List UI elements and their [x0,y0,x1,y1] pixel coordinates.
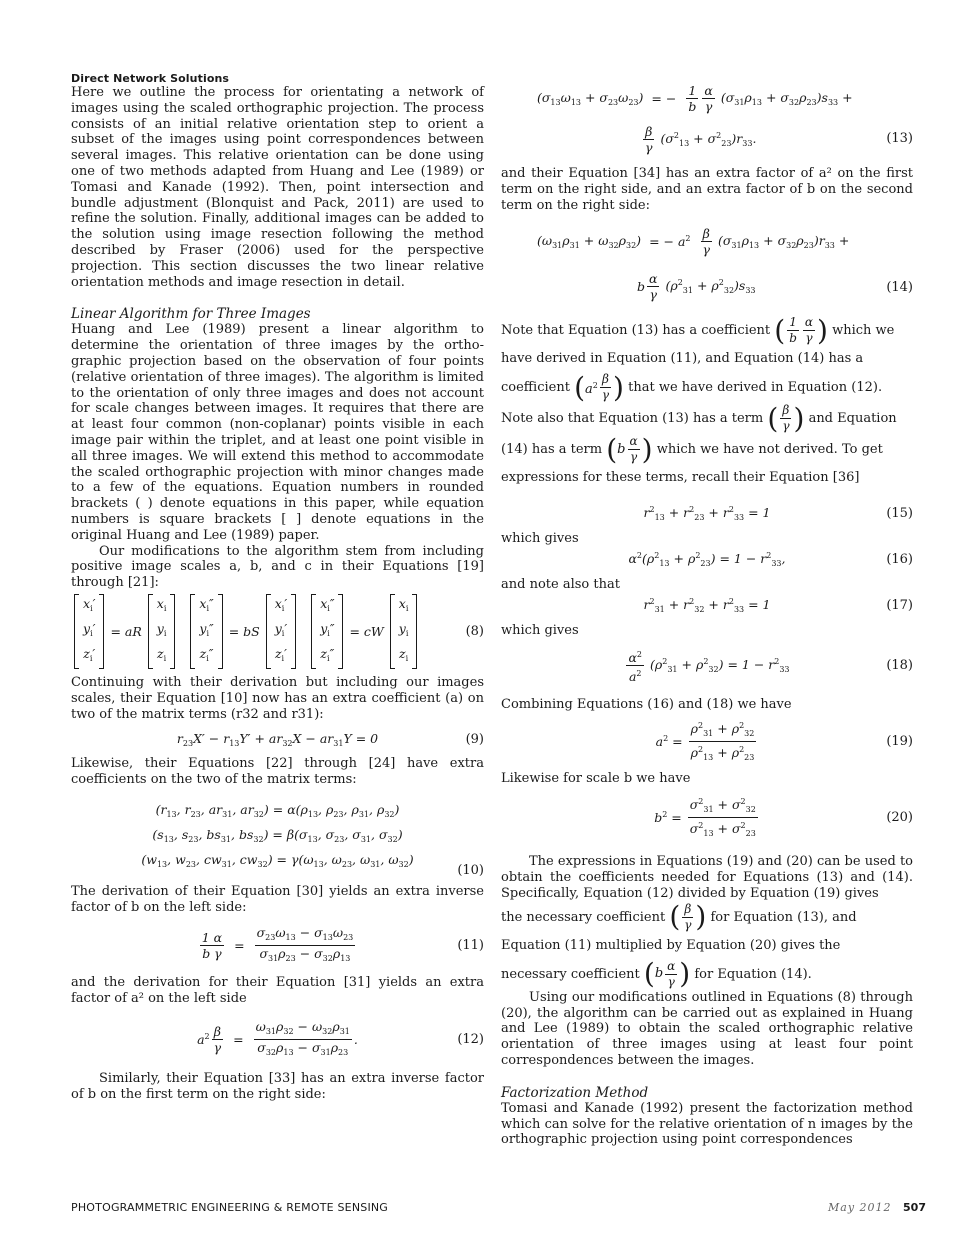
equation-14: $(\omega_{31}\rho_{31} + \omega_{32}\rho_{32})$ = − $a^2$ $\frac{\beta}{\gamma}$ $(\sigma_{31}\rho_{13} + \sigma_{32}\rho_{23})r_{33}$ + b $\frac{\alpha}{\gamma}$ $(\rho^2_{31} + \rho^2_{32})s_{33}$ (14) [537,226,913,303]
footer-journal-name: PHOTOGRAMMETRIC ENGINEERING & REMOTE SENSING [71,1201,389,1214]
combining-text: Combining Equations (16) and (18) we have [501,696,792,712]
equation-9: $r_{23}X' - r_{13}Y' + ar_{32}X - ar_{31}Y = 0$ (9) [176,730,484,748]
equation-20: $b^2$ = $\frac{\sigma^2_{31} + \sigma^2_{32}}{\sigma^2_{13} + \sigma^2_{23}}$ (20) [501,786,913,848]
equation-12: $a^2$ $\frac{\beta}{\gamma}$ = $\frac{\omega_{31}\rho_{32} - \omega_{32}\rho_{31}}{\sigma_{32}\rho_{13} - \sigma_{31}\rho_{23}}$ . (12) [197,1018,484,1057]
expr-line-4b: for Equation (14). [694,966,812,982]
expr-line-2a: the necessary coefficient [501,909,666,925]
which-gives-2: which gives [501,622,579,638]
expressions-continued: the necessary coefficient ( $\frac{\beta}{\gamma}$ ) for Equation (13), and Equation (11) multiplied by Equation (20) gives the necessary coefficient ( b $\frac{\alpha}{\gamma}$ ) for Equation (14). [501,902,913,990]
equation-19: $a^2$ = $\frac{\rho^2_{31} + \rho^2_{32}}{\rho^2_{13} + \rho^2_{23}}$ (19) [501,713,913,771]
equation-10: ($r_{13}$, $r_{23}$, $ar_{31}$, $ar_{32}) = \alpha(\rho_{13}$, $\rho_{23}$, $\rho_{31}$, $\rho_{32}$) ($s_{13}$, $s_{23}$, $bs_{31}$, $bs_{32}) = \beta(\sigma_{13}$, $\sigma_{23}$, $\sigma_{31}$, $\sigma_{32}$) ($w_{13}$, $w_{23}$, $cw_{31}$, $cw_{32}) = \gamma(\omega_{13}$, $\omega_{23}$, $\omega_{31}$, $\omega_{32}$) (10) [141,802,484,878]
expr-line-4a: necessary coefficient [501,966,640,982]
equation-17: $r^2_{31} + r^2_{32} + r^2_{33} = 1$ (17) [643,597,913,615]
equation-16-number: (16) [886,551,913,567]
note-line-5a: (14) has a term [501,442,603,458]
note-line-5b: which we have not derived. To get [656,442,883,458]
note-line-1a: Note that Equation (13) has a coefficient [501,323,771,339]
equation-18-number: (18) [886,658,913,674]
footer-right [828,1201,926,1214]
note-paragraph: Note that Equation (13) has a coefficient ( $\frac{1}{b}$ $\frac{\alpha}{\gamma}$ ) which we have derived in Equation (11), and Equation (14) has a coefficient ( $a^2$ $\frac{\beta}{\gamma}$ ) that we have derived in Equation (12). Note also that Equation (13) has a term ( $\frac{\beta}{\gamma}$ ) and Equation (14) has a term ( b $\frac{\alpha}{\gamma}$ ) which we have not derived. To get expressions for these terms, recall their Equation [36] [501,315,913,491]
note-line-3a: coefficient [501,380,570,396]
equation-13-number: (13) [886,131,913,146]
note-line-4a: Note also that Equation (13) has a term [501,411,764,427]
section-heading: Direct Network Solutions [71,72,230,85]
note-line-1b: which we [832,323,895,339]
equation-12-number: (12) [457,1031,484,1047]
right-column [501,72,913,1148]
equation-9-number: (9) [465,731,484,747]
continuing-paragraph: Continuing with their derivation but including our images scales, their Equation [10] now has an extra coefficient (a) on two of the matrix terms (r32 and r31): [71,674,484,722]
equation-13: $(\sigma_{13}\omega_{13} + \sigma_{23}\omega_{23})$ = − $\frac{1}{b}$ $\frac{\alpha}{\gamma}$ $(\sigma_{31}\rho_{13} + \sigma_{32}\rho_{23})s_{33}$ + $\frac{\beta}{\gamma}$ $(\sigma^2_{13} + \sigma^2_{23})r_{33}$. (13) [537,83,913,155]
equation-10-number: (10) [457,862,484,878]
expr-line-3: Equation (11) multiplied by Equation (20) gives the [501,937,841,953]
equation-11: $\frac{1 \alpha}{\text{b γ}}$ = $\frac{\sigma_{23}\omega_{13} - \sigma_{13}\omega_{23}}{\sigma_{31}\rho_{23} - \sigma_{32}\rho_{13}}$ (11) [201,924,484,963]
equation-17-number: (17) [886,598,913,614]
expr-line-2b: for Equation (13), and [710,909,857,925]
likewise-b-text: Likewise for scale b we have [501,770,691,786]
equation-11-number: (11) [457,937,484,953]
footer-page-number: 507 [903,1201,926,1214]
expressions-paragraph: The expressions in Equations (19) and (20) can be used to obtain the coefficients needed for Equations (13) and (14). Specifically, Equation (12) divided by Equation (19) gives [501,854,913,901]
derivation-31-paragraph: and the derivation for their Equation [31] yields an extra factor of a² on the left side [71,975,484,1007]
linear-algorithm-paragraph: Huang and Lee (1989) present a linear algorithm to determine the orientation of three images by the ortho-graphic projection based on the observation of four points (relative orientation of three images). The algorithm is limited to the orientation of only three images and does not account for scale changes between images. It requires that there are at least four common (non-coplanar) points visible in each image pair within the triplet, and at least one point visible in all three images. We will extend this method to accommodate the scaled orthographic projection with minor changes made to a few of the equations. Equation numbers in rounded brackets ( ) denote equations in this paper, while equation numbers is square brackets [ ] denote equations in the original Huang and Lee (1989) paper. [71,322,484,543]
equation-19-number: (19) [886,734,913,750]
subheading-linear-algorithm: Linear Algorithm for Three Images [71,306,311,323]
subheading-factorization: Factorization Method [501,1084,649,1101]
likewise-paragraph: Likewise, their Equations [22] through [24] have extra coefficients on the two of the matrix terms: [71,756,484,788]
factorization-paragraph: Tomasi and Kanade (1992) present the factorization method which can solve for the relative orientation of n images by the orthographic projection using point correspondences [501,1100,913,1148]
note-line-3b: that we have derived in Equation (12). [628,380,883,396]
note-line-6: expressions for these terms, recall their Equation [36] [501,470,860,486]
footer-date: May 2012 [828,1201,892,1214]
note-line-4b: and Equation [808,411,897,427]
modifications-paragraph: Our modifications to the algorithm stem from including positive image scales a, b, and c in their Equations [19] through [21]: [71,543,484,591]
using-paragraph: Using our modifications outlined in Equations (8) through (20), the algorithm can be carried out as explained in Huang and Lee (1989) to obtain the scaled orthographic relative orientation of three images using at least four point correspondences between the images. [501,989,913,1068]
equation-16: $\alpha^2(\rho^2_{13} + \rho^2_{23}) = 1 - r^2_{33}$, (16) [628,550,913,568]
equation-8: $x_i'$ $y_i'$ $z_i'$ = aR $x_i$ $y_i$ $z_i$ $x_i''$ $y_i''$ $z_i''$ = bS $x_i'$ $y_i'$ $z_i'$ $x_i''$ $y_i''$ $z_i''$ = cW $x_i$ $y_i$ $z_i$ (8) [71,595,484,669]
similarly-paragraph: Similarly, their Equation [33] has an extra inverse factor of b on the first term on the right side: [71,1071,484,1102]
equation-18: $\frac{\alpha^2}{a^2}$ $(\rho^2_{31} + \rho^2_{32}) = 1 - r^2_{33}$ (18) [501,639,913,693]
equation-34-paragraph: and their Equation [34] has an extra factor of a² on the first term on the right side, and an extra factor of b on the second term on the right side: [501,166,913,213]
intro-paragraph: Here we outline the process for orientating a network of images using the scaled orthographic projection. The process consists of an initial relative orientation step to orient a subset of the images using point correspondences between several images. This relative orientation can be done using one of two methods adapted from Huang and Lee (1989) or Tomasi and Kanade (1992). Then, point intersection and bundle adjustment (Blonquist and Pack, 2011) are used to refine the solution. Finally, additional images can be added to the solution using image resection following the method described by Fraser (2006) used for the perspective projection. This section discusses the two linear relative orientation methods and image resection in detail. [71,85,484,290]
note-line-2: have derived in Equation (11), and Equation (14) has a [501,351,864,367]
derivation-30-paragraph: The derivation of their Equation [30] yields an extra inverse factor of b on the left side: [71,883,484,915]
equation-15-number: (15) [886,505,913,521]
which-gives-1: which gives [501,531,579,547]
left-column [71,72,484,1103]
equation-15: $r^2_{13} + r^2_{23} + r^2_{33} = 1$ (15) [643,504,913,522]
equation-20-number: (20) [886,809,913,825]
note-also-text: and note also that [501,577,620,593]
equation-14-number: (14) [886,280,913,296]
equation-8-number: (8) [465,624,484,640]
